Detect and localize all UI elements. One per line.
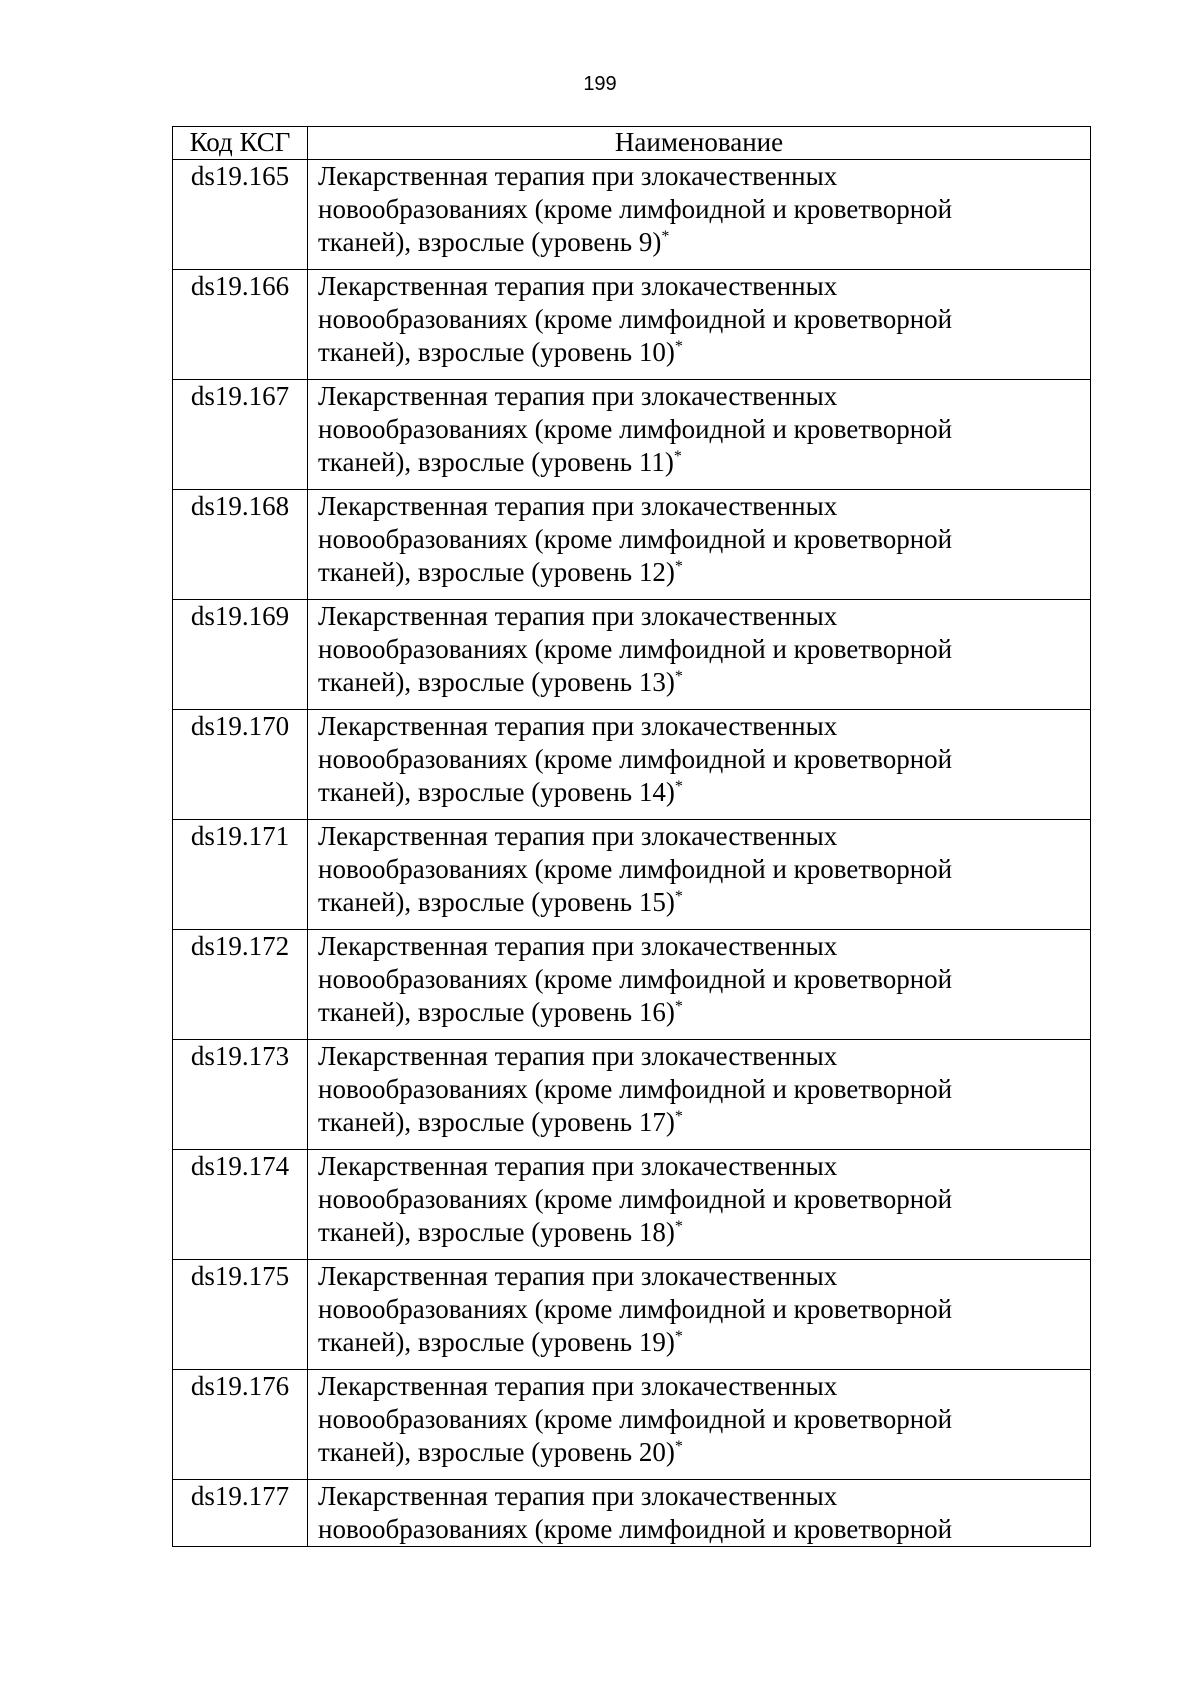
name-line: тканей), взрослые (уровень 18): [318, 1217, 675, 1247]
ksg-name: [308, 1480, 1091, 1547]
table-row: [173, 490, 1091, 600]
ksg-name: [308, 270, 1091, 380]
table-row: [173, 710, 1091, 820]
name-line: новообразованиях (кроме лимфоидной и кроветворной: [318, 304, 953, 334]
ksg-name: [308, 380, 1091, 490]
name-line: новообразованиях (кроме лимфоидной и кроветворной: [318, 1294, 953, 1324]
name-line: новообразованиях (кроме лимфоидной и кроветворной: [318, 964, 953, 994]
name-line: тканей), взрослые (уровень 12): [318, 557, 675, 587]
ksg-code: ds19.172: [173, 930, 308, 1040]
name-line: новообразованиях (кроме лимфоидной и кроветворной: [318, 414, 953, 444]
ksg-name: [308, 160, 1091, 270]
header-code: Код КСГ: [173, 127, 308, 160]
name-line: тканей), взрослые (уровень 14): [318, 777, 675, 807]
ksg-code: ds19.165: [173, 160, 308, 270]
footnote-mark: *: [661, 228, 670, 245]
footnote-mark: *: [673, 448, 682, 465]
ksg-name: [308, 1150, 1091, 1260]
ksg-code: ds19.166: [173, 270, 308, 380]
footnote-mark: *: [674, 558, 683, 575]
ksg-code: ds19.174: [173, 1150, 308, 1260]
ksg-code: ds19.167: [173, 380, 308, 490]
name-line: Лекарственная терапия при злокачественных: [318, 1261, 838, 1291]
name-line: Лекарственная терапия при злокачественных: [318, 931, 838, 961]
ksg-name: [308, 710, 1091, 820]
name-line: Лекарственная терапия при злокачественных: [318, 1041, 838, 1071]
ksg-name: [308, 490, 1091, 600]
table-row: [173, 820, 1091, 930]
name-line: тканей), взрослые (уровень 20): [318, 1437, 675, 1467]
name-line: новообразованиях (кроме лимфоидной и кроветворной: [318, 1404, 953, 1434]
name-line: тканей), взрослые (уровень 15): [318, 887, 675, 917]
name-line: новообразованиях (кроме лимфоидной и кроветворной: [318, 854, 953, 884]
footnote-mark: *: [674, 778, 683, 795]
name-line: Лекарственная терапия при злокачественных: [318, 1481, 838, 1511]
ksg-code: ds19.168: [173, 490, 308, 600]
footnote-mark: *: [674, 998, 683, 1015]
table-header-row: [173, 127, 1091, 160]
name-line: Лекарственная терапия при злокачественных: [318, 821, 838, 851]
ksg-table: [172, 126, 1091, 1547]
name-line: тканей), взрослые (уровень 11): [318, 447, 674, 477]
ksg-code: ds19.175: [173, 1260, 308, 1370]
ksg-name: [308, 1040, 1091, 1150]
table-row: [173, 1480, 1091, 1547]
footnote-mark: *: [674, 338, 683, 355]
footnote-mark: *: [674, 1108, 683, 1125]
footnote-mark: *: [674, 1218, 683, 1235]
name-line: Лекарственная терапия при злокачественных: [318, 601, 838, 631]
ksg-name: [308, 1370, 1091, 1480]
table-row: [173, 380, 1091, 490]
name-line: тканей), взрослые (уровень 16): [318, 997, 675, 1027]
name-line: Лекарственная терапия при злокачественных: [318, 381, 838, 411]
name-line: Лекарственная терапия при злокачественных: [318, 1371, 838, 1401]
table-row: [173, 600, 1091, 710]
name-line: тканей), взрослые (уровень 9): [318, 227, 662, 257]
name-line: тканей), взрослые (уровень 17): [318, 1107, 675, 1137]
ksg-code: ds19.173: [173, 1040, 308, 1150]
footnote-mark: *: [674, 888, 683, 905]
name-line: новообразованиях (кроме лимфоидной и кроветворной: [318, 524, 953, 554]
name-line: Лекарственная терапия при злокачественных: [318, 161, 838, 191]
table-row: [173, 930, 1091, 1040]
footnote-mark: *: [674, 668, 683, 685]
ksg-name: [308, 820, 1091, 930]
name-line: тканей), взрослые (уровень 13): [318, 667, 675, 697]
table-row: [173, 1370, 1091, 1480]
ksg-code: ds19.170: [173, 710, 308, 820]
table-row: [173, 270, 1091, 380]
name-line: новообразованиях (кроме лимфоидной и кроветворной: [318, 1184, 953, 1214]
name-line: тканей), взрослые (уровень 10): [318, 337, 675, 367]
header-name: Наименование: [308, 127, 1091, 160]
name-line: Лекарственная терапия при злокачественных: [318, 491, 838, 521]
ksg-code: ds19.176: [173, 1370, 308, 1480]
name-line: новообразованиях (кроме лимфоидной и кроветворной: [318, 634, 953, 664]
name-line: Лекарственная терапия при злокачественных: [318, 1151, 838, 1181]
ksg-name: [308, 600, 1091, 710]
ksg-name: [308, 1260, 1091, 1370]
name-line: Лекарственная терапия при злокачественных: [318, 271, 838, 301]
name-line: тканей), взрослые (уровень 19): [318, 1327, 675, 1357]
name-line: новообразованиях (кроме лимфоидной и кроветворной: [318, 744, 953, 774]
ksg-code: ds19.169: [173, 600, 308, 710]
footnote-mark: *: [674, 1328, 683, 1345]
name-line: новообразованиях (кроме лимфоидной и кроветворной: [318, 1514, 953, 1544]
footnote-mark: *: [674, 1438, 683, 1455]
ksg-name: [308, 930, 1091, 1040]
name-line: Лекарственная терапия при злокачественных: [318, 711, 838, 741]
table-row: [173, 1260, 1091, 1370]
table-row: [173, 1040, 1091, 1150]
ksg-code: ds19.177: [173, 1480, 308, 1547]
name-line: новообразованиях (кроме лимфоидной и кроветворной: [318, 1074, 953, 1104]
ksg-code: ds19.171: [173, 820, 308, 930]
table-row: [173, 1150, 1091, 1260]
name-line: новообразованиях (кроме лимфоидной и кроветворной: [318, 194, 953, 224]
page-number: 199: [583, 73, 617, 95]
table-row: [173, 160, 1091, 270]
